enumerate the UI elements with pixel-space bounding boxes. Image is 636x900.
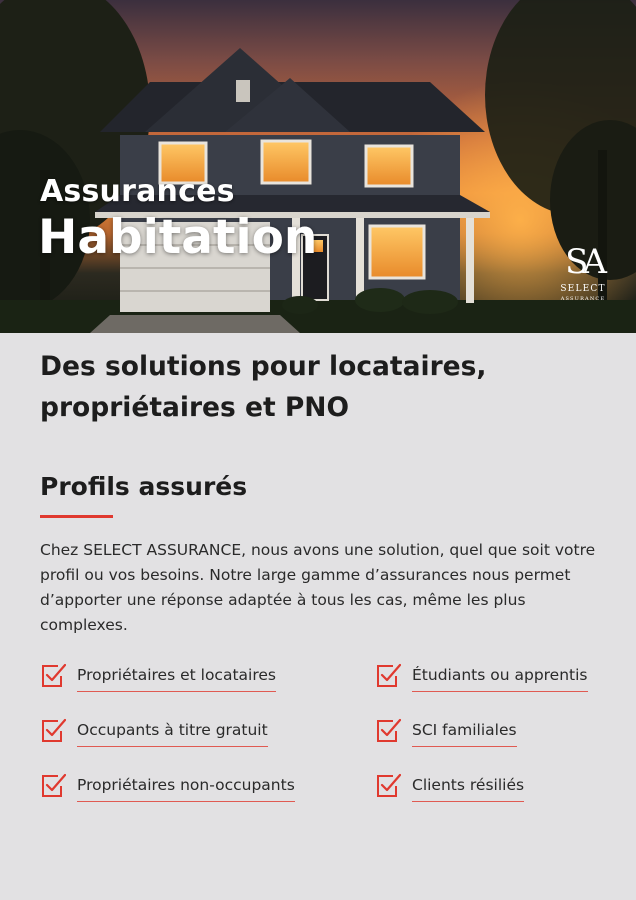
profile-label: Propriétaires non-occupants	[77, 776, 295, 802]
checkbox-checked-icon	[375, 773, 401, 799]
profile-label: Propriétaires et locataires	[77, 666, 276, 692]
hero-image	[0, 0, 636, 333]
intro-paragraph: Chez SELECT ASSURANCE, nous avons une solution, quel que soit votre profil ou vos besoins. Notre large gamme d’assurances nous permet d’apporter une réponse adaptée à tous les cas, même les plus complexes.	[40, 541, 596, 634]
profile-label: Clients résiliés	[412, 776, 524, 802]
house-illustration	[0, 0, 636, 333]
checkbox-checked-icon	[375, 663, 401, 689]
profile-label: Occupants à titre gratuit	[77, 721, 268, 747]
section-title: Profils assurés	[40, 472, 248, 501]
logo-subtitle: ASSURANCE	[560, 296, 606, 302]
brand-logo	[552, 242, 614, 302]
checkbox-checked-icon	[40, 663, 66, 689]
logo-name: SELECT	[560, 284, 606, 294]
profile-label: SCI familiales	[412, 721, 517, 747]
checkbox-checked-icon	[40, 718, 66, 744]
logo-monogram: SA	[565, 242, 601, 282]
profile-label: Étudiants ou apprentis	[412, 666, 588, 692]
checkbox-checked-icon	[375, 718, 401, 744]
checkbox-checked-icon	[40, 773, 66, 799]
hero-title-line1: Assurances	[40, 174, 235, 209]
page-headline: Des solutions pour locataires, propriétaires et PNO	[40, 351, 487, 423]
hero-title-line2: Habitation	[38, 210, 318, 265]
section-title-underline	[40, 515, 113, 518]
